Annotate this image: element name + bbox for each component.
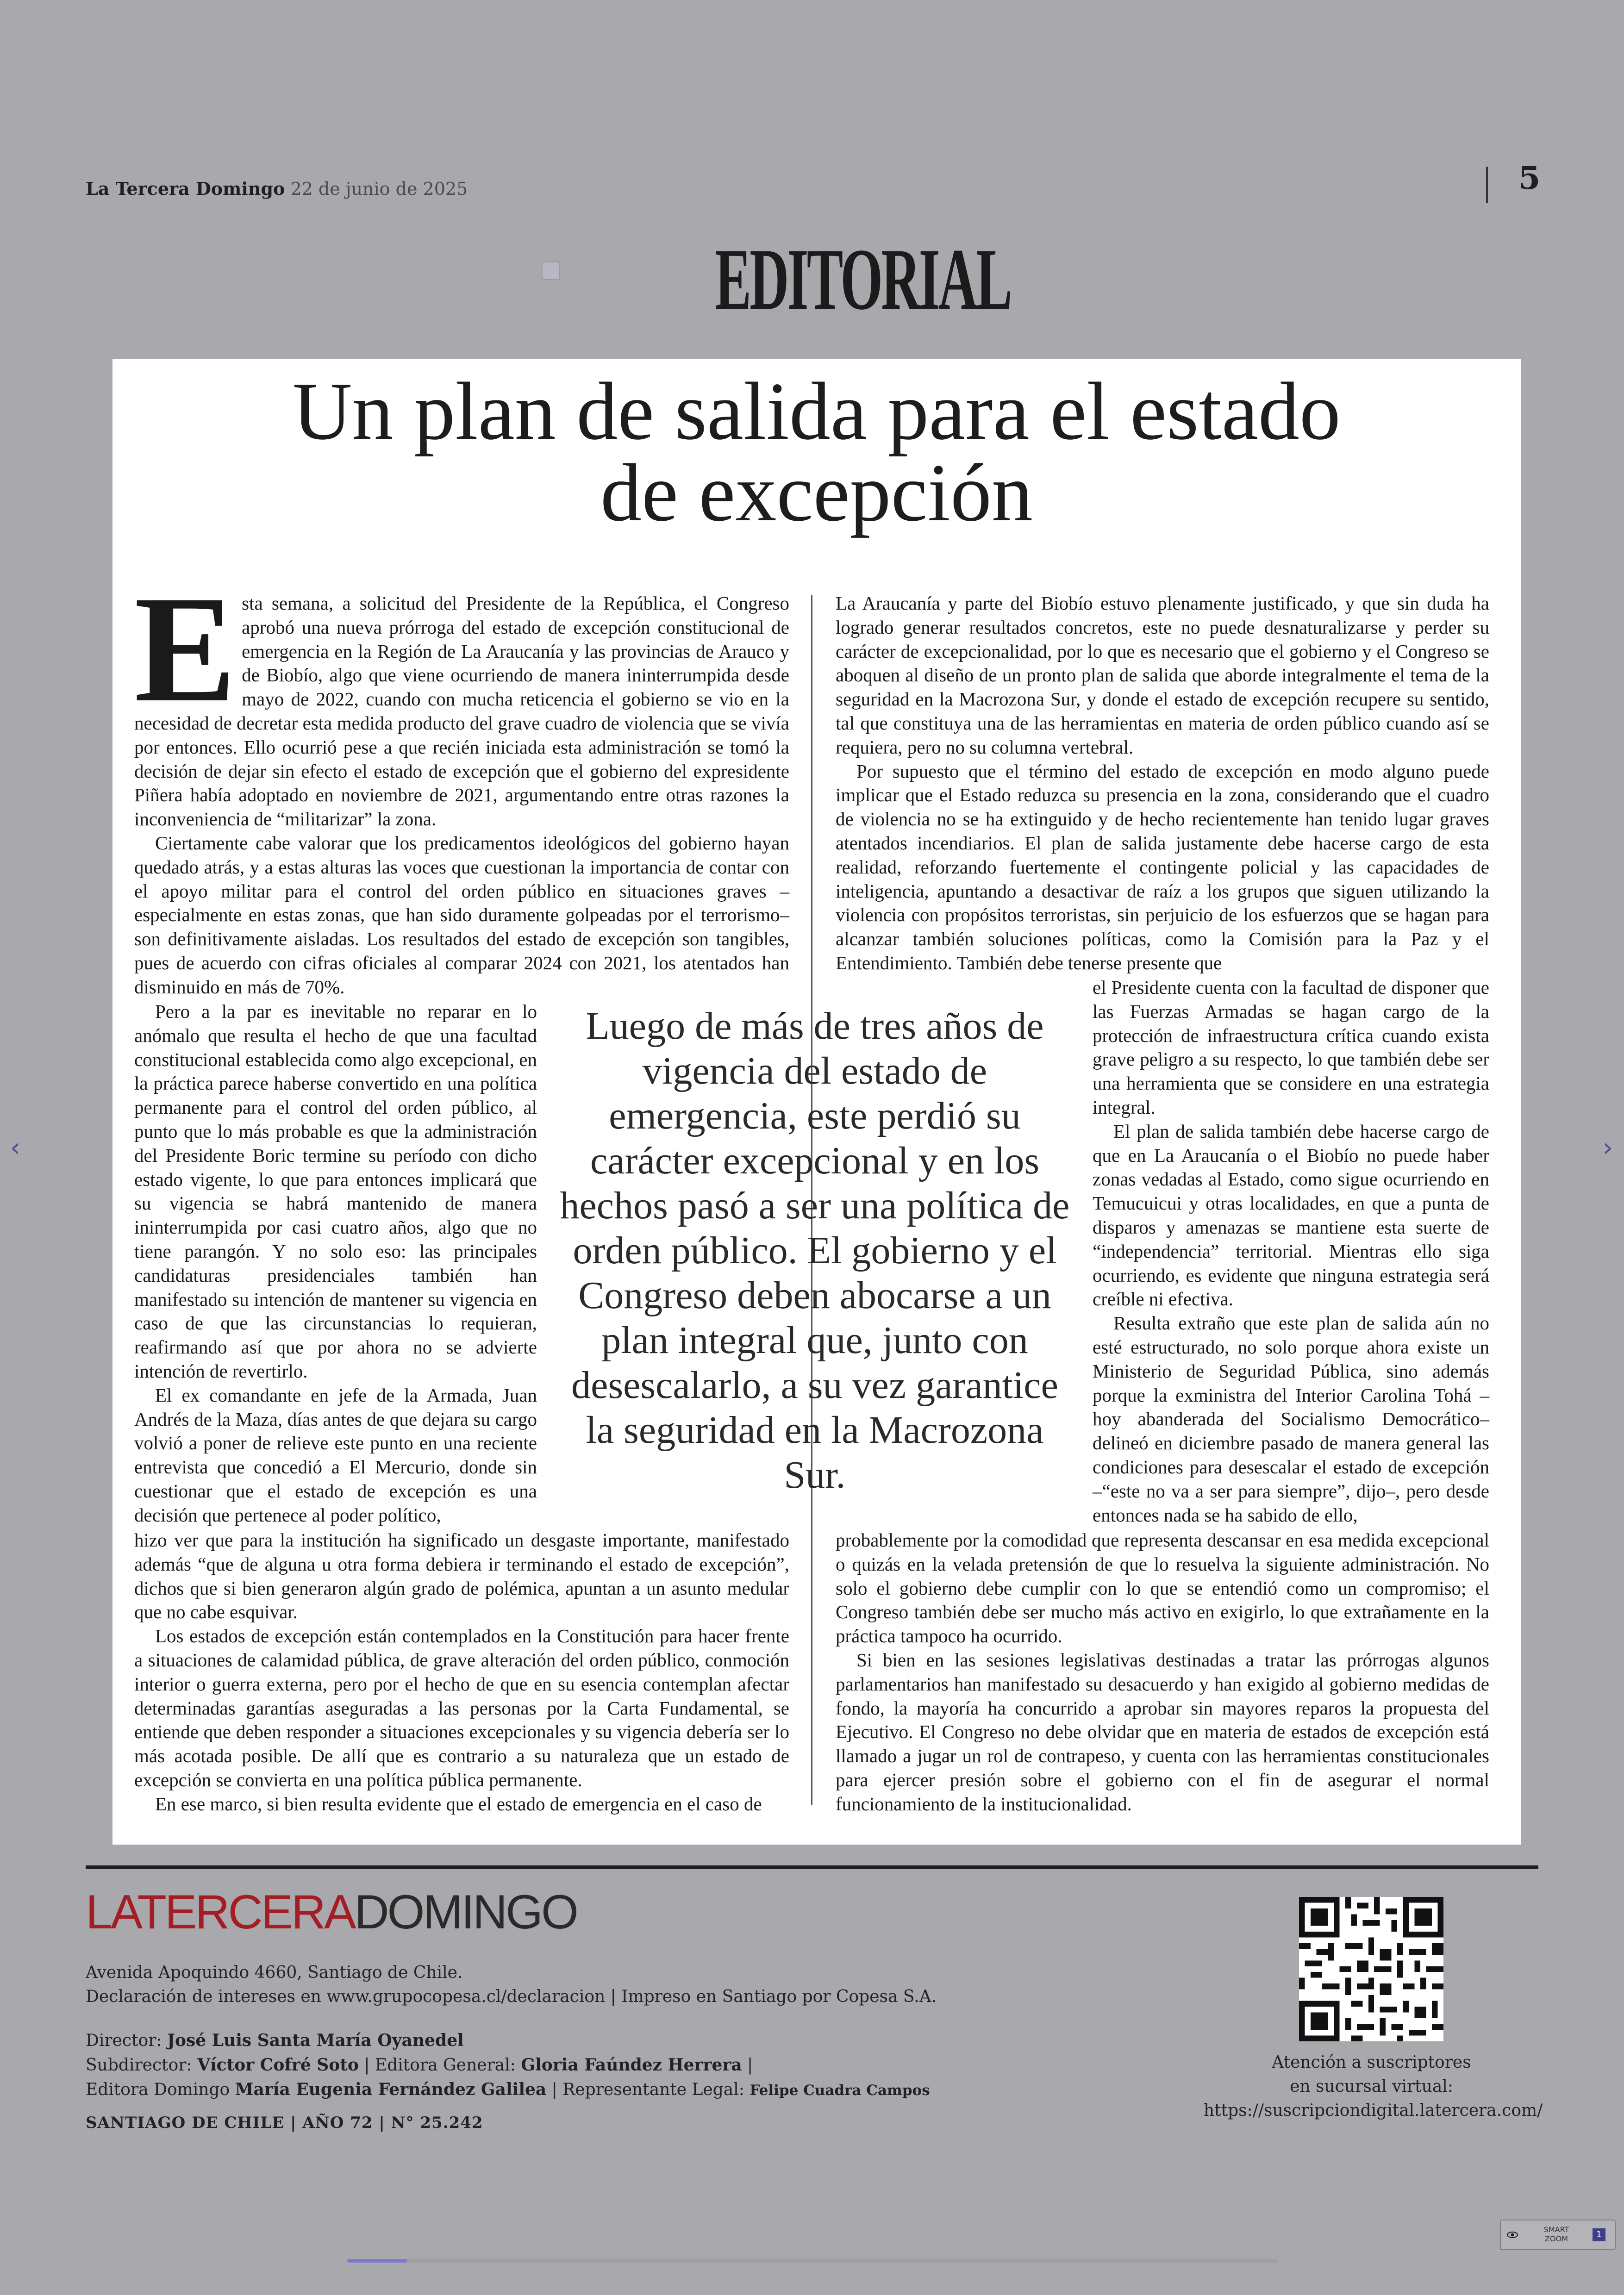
body-paragraph: El ex comandante en jefe de la Armada, Juan Andrés de la Maza, días antes de que dejara su cargo volvió a poner de relieve este punto en una reciente entrevista que concedió a El Mercurio, donde sin cuestionar que el estado de excepción es una decisión que pertenece al poder político, bbox=[134, 1384, 537, 1526]
left-column-narrow bbox=[134, 1000, 537, 1528]
issue-info: SANTIAGO DE CHILE | AÑO 72 | N° 25.242 bbox=[86, 2114, 483, 2132]
article-headline bbox=[112, 365, 1521, 538]
body-paragraph-continued: probablemente por la comodidad que representa descansar en esa medida excepcional o quizás en la velada pretensión de que lo resuelva la siguiente administración. No solo el gobierno debe cumplir con lo que se entendió como un compromiso; el Congreso también debe ser mucho más activo en exigirlo, lo que extrañamente en la práctica tampoco ha ocurrido. bbox=[836, 1529, 1489, 1647]
next-page-button[interactable]: › bbox=[1602, 1133, 1613, 1163]
footer-divider bbox=[86, 1865, 1538, 1869]
left-column-top bbox=[134, 565, 789, 999]
body-paragraph: Por supuesto que el término del estado de excepción en modo alguno puede implicar que el Estado reduzca su presencia en la zona, considerando que el cuadro de violencia no se ha extinguido y de hecho recientemente han tenido lugar graves atentados incendiarios. El plan de salida justamente debe hacerse cargo de esta realidad, reforzando fuertemente el contingente policial y las capacidades de inteligencia, apuntando a desactivar de raíz a los grupos que siguen utilizando la violencia con propósitos terroristas, sin perjuicio de los esfuerzos que se hagan para alcanzar también soluciones políticas, como la Comisión para la Paz y el Entendimiento. También debe tenerse presente que bbox=[836, 760, 1489, 973]
headline-line-1: Un plan de salida para el estado bbox=[293, 365, 1341, 457]
body-paragraph: La Araucanía y parte del Biobío estuvo plenamente justificado, y que sin duda ha logrado generar resultados concretos, este no puede desnaturalizarse y perder su carácter de excepcionalidad, por lo que es necesario que el gobierno y el Congreso se aboquen al diseño de un pronto plan de salida que aborde integralmente el tema de la seguridad en la Macrozona Sur, y donde el estado de excepción recupere su sentido, tal que constituya una de las herramientas en materia de orden público cuando así se requiera, pero no su columna vertebral. bbox=[836, 592, 1489, 758]
director-line: Director: José Luis Santa María Oyanedel bbox=[86, 2031, 464, 2050]
declaration-line: Declaración de intereses en www.grupocopesa.cl/declaracion | Impreso en Santiago por Copesa S.A. bbox=[86, 1987, 937, 2006]
smart-zoom-label: SMART ZOOM bbox=[1543, 2225, 1569, 2243]
right-column-top bbox=[836, 592, 1489, 975]
publisher-address-block bbox=[86, 1961, 937, 2009]
intro-paragraph: Esta semana, a solicitud del Presidente de la República, el Congreso aprobó una nueva prórroga del estado de excepción constitucional de emergencia en la Región de La Araucanía y las provincias de Arauco y de Biobío, algo que viene ocurriendo de manera ininterrumpida desde mayo de 2022, cuando con mucha reticencia el gobierno se vio en la necesidad de decretar esta medida producto del grave cuadro de violencia que se vivía por entonces. Ello ocurrió pese a que recién iniciada esta administración se tomó la decisión de dejar sin efecto el estado de excepción que el gobierno del expresidente Piñera había adoptado en noviembre de 2021, argumentando entre otras razones la inconveniencia de “militarizar” la zona. bbox=[134, 565, 789, 830]
masthead-staff bbox=[86, 2028, 930, 2102]
body-paragraph: Los estados de excepción están contemplados en la Constitución para hacer frente a situaciones de calamidad pública, de grave alteración del orden público, conmoción interior o guerra externa, pero por el hecho de que en su esencia contemplan afectar determinadas garantías aseguradas a las personas por la Carta Fundamental, se entiende que deben responder a situaciones excepcionales y su vigencia debería ser lo más acotada posible. De allí que es contrario a su naturaleza que un estado de excepción se convierta en una política pública permanente. bbox=[134, 1625, 789, 1790]
annotation-marker-icon[interactable] bbox=[542, 262, 560, 280]
pull-quote: Luego de más de tres años de vigencia del estado de emergencia, este perdió su carácter excepcional y en los hechos pasó a ser una política de orden público. El gobierno y el Congreso deben abocarse a un plan integral que, junto con desescalarlo, a su vez garantice la seguridad en la Macrozona Sur. bbox=[560, 1004, 1070, 1497]
eye-icon bbox=[1506, 2229, 1518, 2241]
smart-zoom-button[interactable] bbox=[1500, 2220, 1616, 2250]
body-paragraph: Ciertamente cabe valorar que los predicamentos ideológicos del gobierno hayan quedado atrás, y a estas alturas las voces que cuestionan la importancia de contar con el apoyo militar para el control del orden público en situaciones graves –especialmente en estas zonas, que han sido duramente golpeadas por el terrorismo– son definitivamente aisladas. Los resultados del estado de excepción son tangibles, pues de acuerdo con cifras oficiales al comparar 2024 con 2021, los atentados han disminuido en más de 70%. bbox=[134, 832, 789, 998]
editors-line: Editora Domingo María Eugenia Fernández Galilea | Representante Legal: Felipe Cuadra Campos bbox=[86, 2080, 930, 2099]
headline-line-2: de excepción bbox=[600, 447, 1033, 538]
body-paragraph-continued: hizo ver que para la institución ha significado un desgaste importante, manifestado además “que de alguna u otra forma debiera ir terminando el estado de excepción”, dichos que si bien generaron algún grado de polémica, apuntan a un asunto medular que no cabe esquivar. bbox=[134, 1529, 789, 1623]
subdirector-line: Subdirector: Víctor Cofré Soto | Editora General: Gloria Faúndez Herrera | bbox=[86, 2055, 753, 2075]
body-paragraph: Resulta extraño que este plan de salida aún no esté estructurado, no solo porque ahora existe un Ministerio de Seguridad Pública, sino además porque la exministra del Interior Carolina Tohá –hoy abanderada del Socialismo Democrático– delineó en diciembre pasado de manera general las condiciones para desescalar el estado de excepción –“este no va a ser para siempre”, dijo–, pero desde entonces nada se ha sabido de ello, bbox=[1093, 1312, 1489, 1526]
brand-logo-dark: DOMINGO bbox=[354, 1885, 577, 1939]
subscriber-line-1: Atención a suscriptores bbox=[1272, 2053, 1471, 2072]
page-progress-fill[interactable] bbox=[347, 2259, 407, 2263]
previous-page-button[interactable]: ‹ bbox=[10, 1133, 21, 1163]
page-progress-track[interactable] bbox=[347, 2259, 1278, 2263]
subscriber-info bbox=[1204, 2051, 1543, 2123]
publication-name: La Tercera Domingo bbox=[86, 178, 285, 199]
smart-zoom-count: 1 bbox=[1593, 2228, 1605, 2241]
drop-cap: E bbox=[134, 565, 237, 734]
body-paragraph: Pero a la par es inevitable no reparar en lo anómalo que resulta el hecho de que una facultad constitucional establecida como algo excepcional, en la práctica parece haberse convertido en una política permanente para el control del orden público, al punto que lo más probable es que la administración del Presidente Boric termine su período con dicho estado vigente, lo que para entonces implicará que su vigencia se habrá mantenido de manera ininterrumpida por casi cuatro años, algo que no tiene parangón. Y no solo eso: las principales candidaturas presidenciales también han manifestado su intención de mantener su vigencia en caso de que las circunstancias lo requieran, reafirmando así que por ahora no se advierte intención de revertirlo. bbox=[134, 1001, 537, 1382]
header-divider bbox=[1486, 167, 1488, 203]
publisher-address: Avenida Apoquindo 4660, Santiago de Chile. bbox=[86, 1963, 463, 1982]
publication-date: 22 de junio de 2025 bbox=[290, 179, 468, 199]
body-paragraph: Si bien en las sesiones legislativas destinadas a tratar las prórrogas algunos parlamentarios han manifestado su desacuerdo y han exigido al gobierno medidas de fondo, la mayoría ha concurrido a aprobar sin mayores reparos la propuesta del Ejecutivo. El Congreso no debe olvidar que en materia de estados de excepción está llamado a jugar un rol de contrapeso, y cuenta con las herramientas constitucionales para ejercer presión sobre el gobierno con el fin de asegurar el normal funcionamiento de la institucionalidad. bbox=[836, 1649, 1489, 1815]
body-paragraph: En ese marco, si bien resulta evidente que el estado de emergencia en el caso de bbox=[155, 1793, 762, 1815]
page-number: 5 bbox=[1518, 160, 1541, 197]
subscriber-line-2: en sucursal virtual: bbox=[1290, 2077, 1453, 2096]
page-header-left bbox=[86, 178, 468, 199]
body-paragraph: El plan de salida también debe hacerse cargo de que en La Araucanía o el Biobío no puede haber zonas vedadas al Estado, como sigue ocurriendo en Temucuicui y otras localidades, en que a punta de disparos y amenazas se mantiene esta suerte de “independencia” territorial. Mientras ello siga ocurriendo, es evidente que ninguna estrategia será creíble ni efectiva. bbox=[1093, 1120, 1489, 1310]
body-paragraph-continued: el Presidente cuenta con la facultad de disponer que las Fuerzas Armadas se hagan cargo de la protección de infraestructura crítica cuando exista grave peligro a su respecto, lo que también debe ser una herramienta que se considere en una estrategia integral. bbox=[1093, 977, 1489, 1118]
right-column-bottom bbox=[836, 1528, 1489, 1816]
brand-logo-red: LATERCERA bbox=[86, 1885, 355, 1939]
brand-logo bbox=[86, 1885, 577, 1940]
qr-code-icon[interactable] bbox=[1299, 1897, 1443, 2041]
left-column-bottom bbox=[134, 1528, 789, 1816]
section-title: EDITORIAL bbox=[715, 231, 1011, 328]
subscriber-url[interactable]: https://suscripciondigital.latercera.com/ bbox=[1204, 2101, 1543, 2120]
right-column-narrow bbox=[1093, 976, 1489, 1527]
